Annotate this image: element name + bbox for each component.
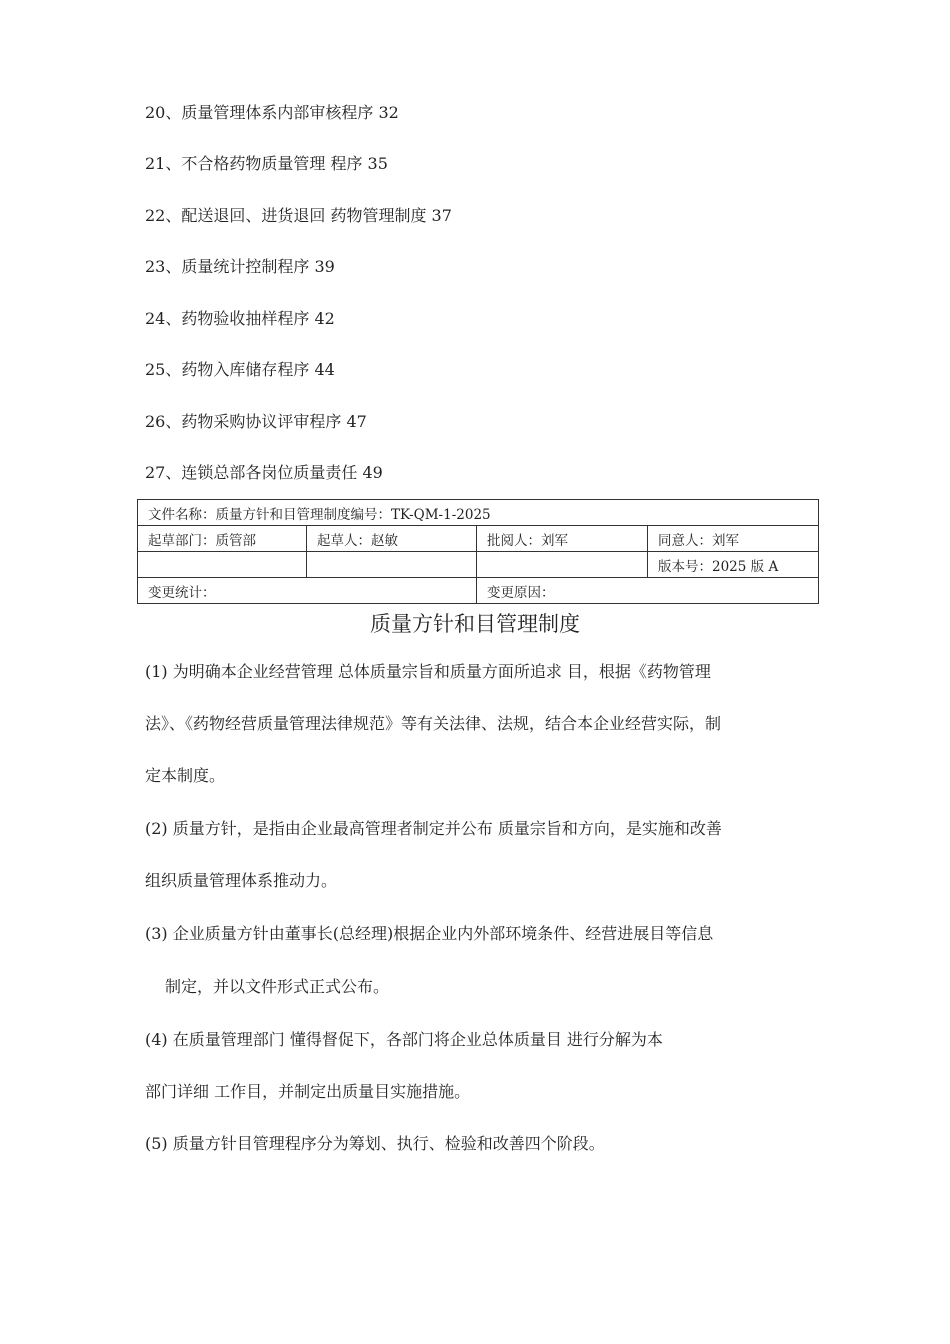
drafter-cell: 起草人：赵敏 xyxy=(307,526,477,552)
paragraph-line: (3) 企业质量方针由董事长(总经理)根据企业内外部环境条件、经营进展目等信息 xyxy=(145,924,714,943)
reviewer-cell: 批阅人：刘军 xyxy=(477,526,648,552)
paragraph-line: 法》、《药物经营质量管理法律规范》等有关法律、法规，结合本企业经营实际，制 xyxy=(145,714,722,733)
empty-cell xyxy=(307,552,477,578)
document-title: 质量方针和目管理制度 xyxy=(370,612,580,636)
paragraph-line: 部门详细 工作目，并制定出质量目实施措施。 xyxy=(145,1082,471,1101)
file-name-cell: 文件名称：质量方针和目管理制度编号：TK-QM-1-2025 xyxy=(138,500,819,526)
toc-item: 21、不合格药物质量管理 程序 35 xyxy=(145,154,388,173)
toc-item: 27、连锁总部各岗位质量责任 49 xyxy=(145,463,383,482)
toc-item: 26、药物采购协议评审程序 47 xyxy=(145,412,367,431)
toc-item: 20、质量管理体系内部审核程序 32 xyxy=(145,103,399,122)
toc-item: 24、药物验收抽样程序 42 xyxy=(145,309,335,328)
paragraph-line: (4) 在质量管理部门 懂得督促下，各部门将企业总体质量目 进行分解为本 xyxy=(145,1030,663,1049)
change-record-cell: 变更统计： xyxy=(138,578,477,604)
paragraph-line: (1) 为明确本企业经营管理 总体质量宗旨和质量方面所追求 目，根据《药物管理 xyxy=(145,662,711,681)
empty-cell xyxy=(477,552,648,578)
change-reason-cell: 变更原因： xyxy=(477,578,819,604)
document-info-table xyxy=(137,499,819,604)
toc-item: 25、药物入库储存程序 44 xyxy=(145,360,335,379)
approver-cell: 同意人：刘军 xyxy=(648,526,819,552)
version-cell: 版本号：2025 版 A xyxy=(648,552,819,578)
paragraph-line: 制定，并以文件形式正式公布。 xyxy=(165,977,390,996)
paragraph-line: 定本制度。 xyxy=(145,766,226,785)
paragraph-line: (2) 质量方针，是指由企业最高管理者制定并公布 质量宗旨和方向，是实施和改善 xyxy=(145,819,722,838)
paragraph-line: (5) 质量方针目管理程序分为筹划、执行、检验和改善四个阶段。 xyxy=(145,1134,605,1153)
toc-item: 22、配送退回、进货退回 药物管理制度 37 xyxy=(145,206,452,225)
paragraph-line: 组织质量管理体系推动力。 xyxy=(145,871,338,890)
toc-item: 23、质量统计控制程序 39 xyxy=(145,257,335,276)
draft-dept-cell: 起草部门：质管部 xyxy=(138,526,307,552)
empty-cell xyxy=(138,552,307,578)
